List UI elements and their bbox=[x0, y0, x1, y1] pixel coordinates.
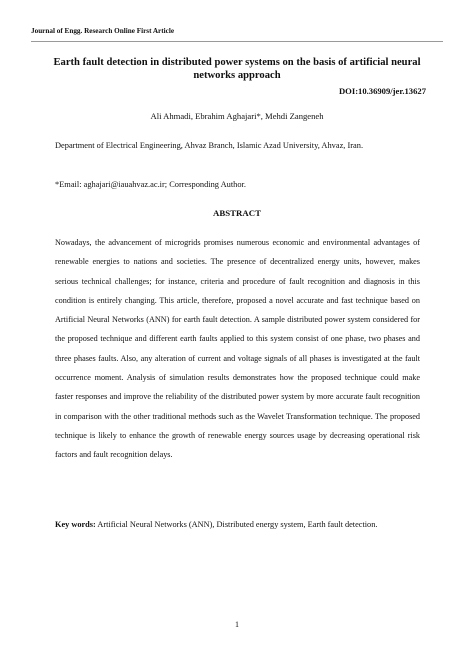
author-list: Ali Ahmadi, Ebrahim Aghajari*, Mehdi Zangeneh bbox=[150, 111, 324, 121]
abstract-text: Nowadays, the advancement of microgrids promises numerous economic and environmental advantages of renewable energies to nations and societies. The presence of decentralized energy units, however, makes serious technical challenges; for instance, criteria and procedure of fault recognition and diagnosis in this condition is entirely changing. This article, therefore, proposed a novel accurate and fast technique based on Artificial Neural Networks (ANN) for earth fault detection. A sample distributed power system considered for the proposed technique and different earth faults applied to this system consist of one phase, two phases and three phases faults. Also, any alteration of current and voltage signals of all phases is investigated at the fault occurrence moment. Analysis of simulation results demonstrates how the proposed technique could make faster responses and improve the reliability of the distributed power system by more accurate fault recognition in comparison with the other traditional methods such as the Wavelet Transformation technique. The proposed technique is likely to enhance the growth of renewable energy sources usage by decreasing operational risk factors and fault recognition delays. bbox=[55, 238, 420, 460]
page-number: 1 bbox=[235, 620, 239, 629]
affiliation: Department of Electrical Engineering, Ahvaz Branch, Islamic Azad University, Ahvaz, Iran. bbox=[55, 141, 364, 150]
paper-title: Earth fault detection in distributed power systems on the basis of artificial neural networks approach bbox=[53, 57, 421, 81]
keywords bbox=[55, 519, 420, 530]
corresponding-email: *Email: aghajari@iauahvaz.ac.ir; Corresponding Author. bbox=[55, 180, 246, 189]
keywords-label: Key words: bbox=[55, 520, 96, 529]
abstract-heading: ABSTRACT bbox=[213, 208, 261, 218]
journal-header: Journal of Engg. Research Online First Article bbox=[31, 27, 443, 42]
keywords-text: Artificial Neural Networks (ANN), Distributed energy system, Earth fault detection. bbox=[95, 520, 378, 529]
doi-label: DOI:10.36909/jer.13627 bbox=[338, 86, 426, 96]
